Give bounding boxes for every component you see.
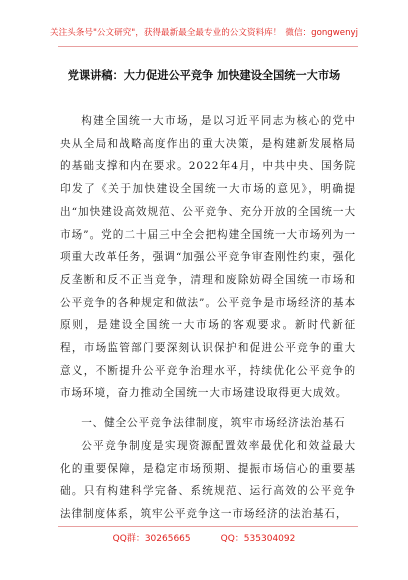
section-heading: 一、健全公平竞争法律制度，筑牢市场经济法治基石 <box>81 417 346 430</box>
body-paragraph: 构建全国统一大市场，是以习近平同志为核心的党中央从全局和战略高度作出的重大决策，是构建新发展格局的基础支撑和内在要求。2022年4月，中共中央、国务院印发了《关于加快建设全国统一大市场的意见》，明确提出“加快建设高效规范、公平竞争、充分开放的全国统一大市场”。党的二十届三中全会把构建全国统一大市场列为一项重大改革任务，强调“加强公平竞争审查刚性约束，强化反垄断和反不正当竞争，清理和废除妨碍全国统一市场和公平竞争的各种规定和做法”。公平竞争是市场经济的基本原则，是建设全国统一大市场的客观要求。新时代新征程，市场监管部门要深刻认识保护和促进公平竞争的重大意义，不断提升公平竞争治理水平，持续优化公平竞争的市场环境，奋力推动全国统一大市场建设取得更大成效。 <box>60 115 356 400</box>
footer <box>0 531 408 544</box>
top-banner <box>0 26 408 38</box>
document-body <box>60 110 356 526</box>
footer-qq-number: QQ：535304092 <box>220 534 296 544</box>
footer-divider <box>58 526 358 527</box>
banner-wechat-id: 微信：gongwenyj <box>285 28 358 38</box>
document-title: 党课讲稿：大力促进公平竞争 加快建设全国统一大市场 <box>67 69 341 82</box>
body-paragraph: 公平竞争制度是实现资源配置效率最优化和效益最大化的重要保障，是稳定市场预期、提振市场信心的重要基础。只有构建科学完备、系统规范、运行高效的公平竞争法律制度体系，筑牢公平竞争这一市场经济的法治基石， <box>60 439 356 520</box>
footer-qq-group: QQ群：30265665 <box>112 534 191 544</box>
banner-divider <box>58 46 358 47</box>
banner-promo-text: 关注头条号"公文研究"，获得最新最全最专业的公文资料库！ <box>50 28 282 38</box>
